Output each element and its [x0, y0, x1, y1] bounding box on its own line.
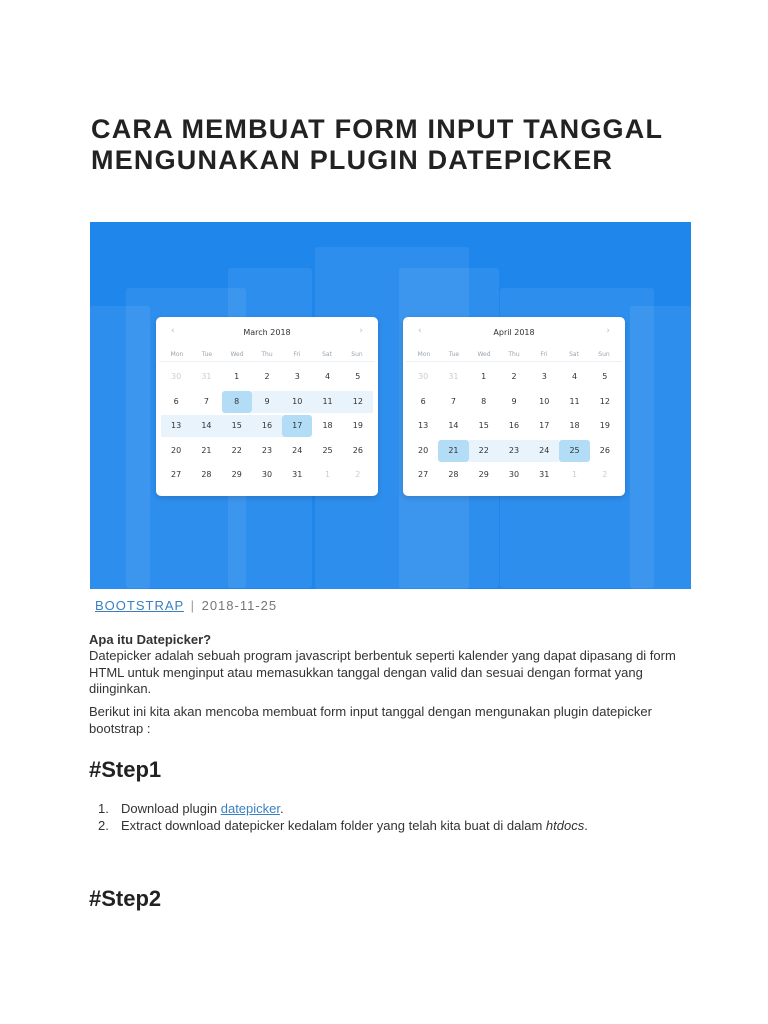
- chevron-right-icon[interactable]: ›: [359, 326, 363, 336]
- weekday-label: Mon: [417, 350, 431, 358]
- weekday-label: Sun: [598, 350, 610, 358]
- calendar-day[interactable]: 20: [418, 445, 429, 455]
- calendar-week: [161, 365, 373, 390]
- calendar-header: [156, 317, 378, 347]
- calendar-day[interactable]: 20: [171, 445, 182, 455]
- calendar-day[interactable]: 22: [469, 440, 499, 462]
- category-link[interactable]: BOOTSTRAP: [95, 598, 184, 613]
- calendar-day[interactable]: 4: [572, 372, 578, 382]
- article-title: CARA MEMBUAT FORM INPUT TANGGAL MENGUNAKAN PLUGIN DATEPICKER: [91, 114, 663, 175]
- calendar-day[interactable]: 9: [511, 396, 517, 406]
- calendar-day[interactable]: 30: [418, 372, 429, 382]
- lead-paragraph: Berikut ini kita akan mencoba membuat form input tanggal dengan mengunakan plugin datepicker bootstrap :: [89, 704, 652, 736]
- chevron-left-icon[interactable]: ‹: [418, 326, 422, 336]
- calendar-day[interactable]: 27: [171, 470, 182, 480]
- calendar-day[interactable]: 2: [511, 372, 517, 382]
- weekday-label: Tue: [448, 350, 460, 358]
- calendar-day[interactable]: 7: [450, 396, 456, 406]
- calendar-day[interactable]: 31: [539, 470, 550, 480]
- list-item: [98, 817, 588, 834]
- calendar-day[interactable]: 2: [355, 470, 361, 480]
- calendar-day[interactable]: 27: [418, 470, 429, 480]
- calendar-day[interactable]: 2: [264, 372, 270, 382]
- calendar-day[interactable]: 31: [292, 470, 303, 480]
- calendar-grid: [156, 362, 378, 488]
- weekday-label: Mon: [170, 350, 184, 358]
- calendar-day[interactable]: 23: [261, 445, 273, 455]
- list-text: .: [280, 801, 284, 816]
- calendar-day[interactable]: 2: [602, 470, 608, 480]
- chevron-left-icon[interactable]: ‹: [171, 326, 175, 336]
- datepicker-link[interactable]: datepicker: [220, 801, 280, 816]
- calendar-day[interactable]: 10: [539, 396, 550, 406]
- calendar-day[interactable]: 14: [191, 415, 221, 437]
- calendar-march: [156, 317, 378, 496]
- calendar-day[interactable]: 24: [529, 440, 559, 462]
- calendar-day[interactable]: 18: [322, 421, 333, 431]
- weekday-label: Sat: [322, 350, 332, 358]
- step1-heading: #Step1: [89, 757, 162, 782]
- calendar-day[interactable]: 31: [201, 372, 212, 382]
- calendar-day[interactable]: 25: [322, 445, 333, 455]
- calendar-day[interactable]: 13: [161, 415, 191, 437]
- calendar-day[interactable]: 30: [171, 372, 182, 382]
- list-text: Extract download datepicker kedalam folder yang telah kita buat di dalam: [121, 818, 546, 833]
- calendar-day[interactable]: 19: [599, 421, 610, 431]
- calendar-day[interactable]: 23: [499, 440, 529, 462]
- calendar-day[interactable]: 17: [282, 415, 312, 437]
- chevron-right-icon[interactable]: ›: [606, 326, 610, 336]
- calendar-day[interactable]: 14: [448, 421, 459, 431]
- weekday-row: [159, 347, 375, 362]
- weekday-label: Wed: [230, 350, 244, 358]
- calendar-day[interactable]: 4: [325, 372, 331, 382]
- list-text: Download plugin: [121, 801, 221, 816]
- calendar-day[interactable]: 3: [294, 372, 300, 382]
- calendar-header: [403, 317, 625, 347]
- list-text: .: [584, 818, 588, 833]
- list-number: 2.: [98, 818, 109, 833]
- calendar-day[interactable]: 24: [292, 445, 303, 455]
- weekday-row: [406, 347, 622, 362]
- calendar-day[interactable]: 21: [438, 440, 468, 462]
- calendar-week: [408, 439, 620, 464]
- calendar-day[interactable]: 29: [231, 470, 242, 480]
- calendar-day[interactable]: 28: [448, 470, 459, 480]
- calendar-day[interactable]: 3: [541, 372, 547, 382]
- calendar-day[interactable]: 26: [352, 445, 363, 455]
- calendar-day[interactable]: 6: [420, 396, 426, 406]
- question-heading: Apa itu Datepicker?: [89, 632, 212, 647]
- list-item: [98, 800, 588, 817]
- list-number: 1.: [98, 801, 109, 816]
- calendar-week: [161, 414, 373, 439]
- weekday-label: Sun: [351, 350, 363, 358]
- calendar-day[interactable]: 1: [481, 372, 487, 382]
- calendar-day[interactable]: 1: [572, 470, 578, 480]
- calendar-day[interactable]: 1: [234, 372, 240, 382]
- calendar-day[interactable]: 7: [203, 396, 209, 406]
- calendar-day[interactable]: 8: [481, 396, 487, 406]
- calendar-day[interactable]: 28: [201, 470, 212, 480]
- calendar-day[interactable]: 5: [355, 372, 361, 382]
- weekday-label: Tue: [201, 350, 213, 358]
- hero-image: [90, 222, 691, 589]
- calendar-day[interactable]: 25: [559, 440, 589, 462]
- calendar-day[interactable]: 30: [261, 470, 273, 480]
- meta-separator: |: [190, 598, 195, 613]
- weekday-label: Fri: [540, 350, 548, 358]
- calendar-day[interactable]: 10: [282, 391, 312, 413]
- calendar-day[interactable]: 11: [569, 396, 580, 406]
- step2-heading: #Step2: [89, 886, 162, 911]
- calendar-day[interactable]: 16: [252, 415, 282, 437]
- calendar-day[interactable]: 16: [508, 421, 520, 431]
- calendar-april: [403, 317, 625, 496]
- intro-paragraph: Datepicker adalah sebuah program javascript berbentuk seperti kalender yang dapat dipasang di form HTML untuk menginput atau memasukkan tanggal dengan valid dan sesuai dengan format yang diinginkan.: [89, 648, 676, 696]
- calendar-day[interactable]: 13: [418, 421, 429, 431]
- calendar-day[interactable]: 21: [201, 445, 212, 455]
- calendar-day[interactable]: 11: [312, 391, 342, 413]
- htdocs-text: htdocs: [545, 818, 585, 833]
- calendar-day[interactable]: 22: [231, 445, 242, 455]
- weekday-label: Fri: [293, 350, 301, 358]
- calendar-day[interactable]: 17: [539, 421, 550, 431]
- bg-block: [90, 306, 150, 589]
- calendar-day[interactable]: 12: [343, 391, 373, 413]
- weekday-label: Thu: [261, 350, 273, 358]
- calendar-week: [408, 390, 620, 415]
- calendar-day[interactable]: 12: [599, 396, 610, 406]
- calendar-day[interactable]: 15: [478, 421, 489, 431]
- calendar-week: [161, 463, 373, 488]
- calendar-day[interactable]: 15: [222, 415, 252, 437]
- weekday-label: Thu: [508, 350, 520, 358]
- bg-block: [630, 306, 691, 589]
- calendar-week: [161, 439, 373, 464]
- post-date: 2018-11-25: [201, 598, 278, 613]
- calendar-week: [408, 463, 620, 488]
- calendar-day[interactable]: 5: [602, 372, 608, 382]
- calendar-day[interactable]: 6: [173, 396, 179, 406]
- calendar-month-title: March 2018: [243, 328, 291, 337]
- calendar-week: [161, 390, 373, 415]
- post-meta: [95, 598, 277, 613]
- calendar-day[interactable]: 1: [325, 470, 331, 480]
- weekday-label: Wed: [477, 350, 491, 358]
- calendar-day[interactable]: 9: [252, 391, 282, 413]
- calendar-day[interactable]: 31: [448, 372, 459, 382]
- calendar-day[interactable]: 29: [478, 470, 489, 480]
- calendar-grid: [403, 362, 625, 488]
- calendar-day[interactable]: 26: [599, 445, 610, 455]
- weekday-label: Sat: [569, 350, 579, 358]
- calendar-day[interactable]: 8: [222, 391, 252, 413]
- calendar-week: [408, 365, 620, 390]
- calendar-day[interactable]: 30: [508, 470, 520, 480]
- calendar-day[interactable]: 19: [352, 421, 363, 431]
- step1-list: [98, 800, 588, 834]
- calendar-month-title: April 2018: [493, 328, 535, 337]
- calendar-day[interactable]: 18: [569, 421, 580, 431]
- calendar-week: [408, 414, 620, 439]
